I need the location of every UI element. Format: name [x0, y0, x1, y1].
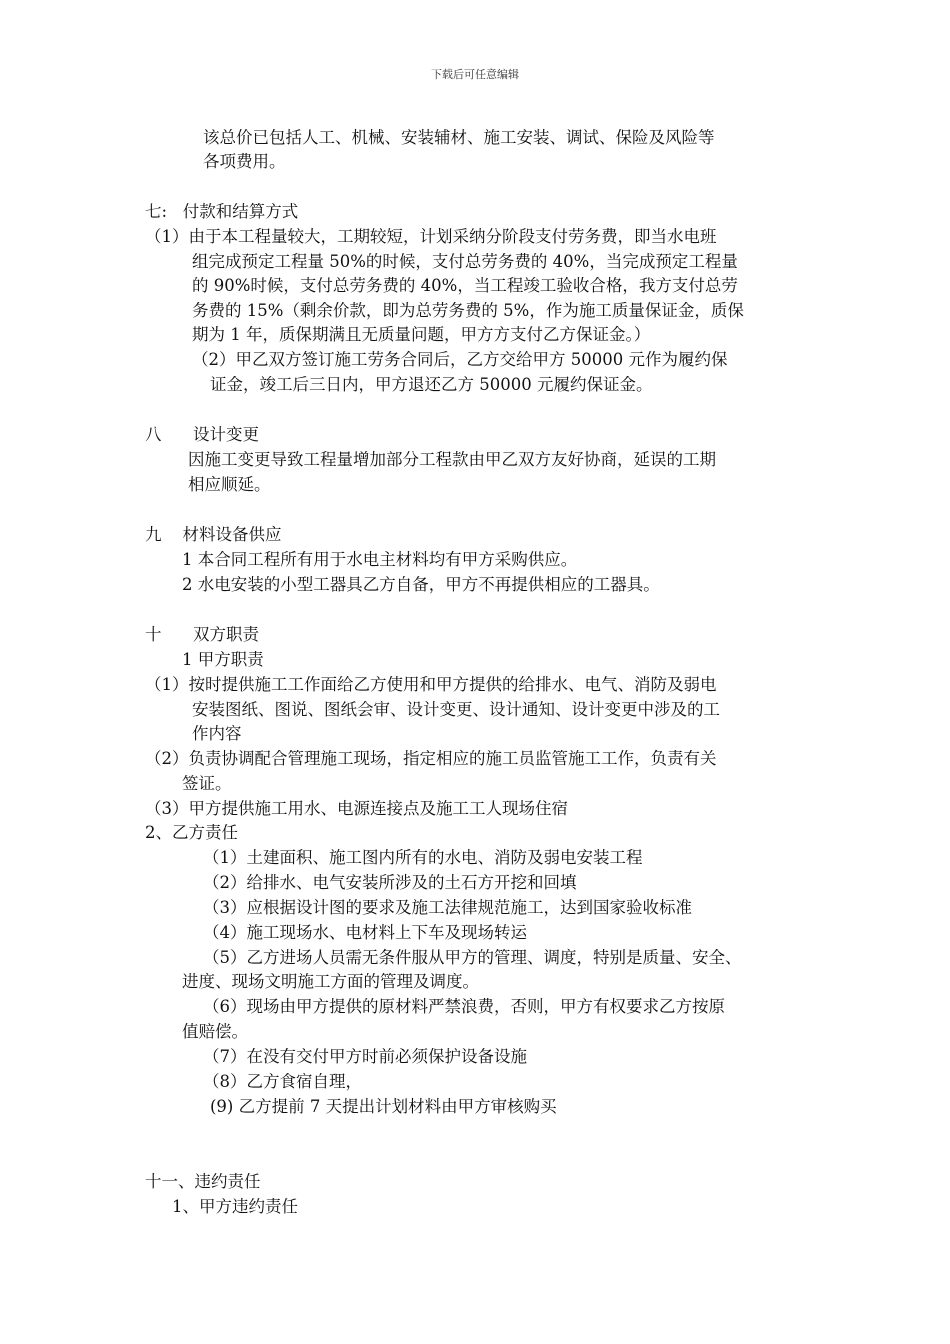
- text-line: （2）给排水、电气安装所涉及的土石方开挖和回填: [203, 873, 577, 892]
- text-line: 安装图纸、图说、图纸会审、设计变更、设计通知、设计变更中涉及的工: [192, 700, 720, 719]
- text-line: （1）按时提供施工工作面给乙方使用和甲方提供的给排水、电气、消防及弱电: [145, 675, 717, 694]
- text-line: （3）甲方提供施工用水、电源连接点及施工工人现场住宿: [145, 799, 568, 818]
- text-line: 组完成预定工程量 50%的时候，支付总劳务费的 40%，当完成预定工程量: [192, 252, 738, 271]
- text-line: 作内容: [192, 724, 242, 743]
- text-line: 2 水电安装的小型工器具乙方自备，甲方不再提供相应的工器具。: [182, 575, 660, 594]
- text-line: 务费的 15%（剩余价款，即为总劳务费的 5%，作为施工质量保证金，质保: [192, 301, 744, 320]
- subsection-heading: 2、乙方责任: [145, 823, 238, 842]
- text-line: 进度、现场文明施工方面的管理及调度。: [182, 972, 479, 991]
- text-line: 相应顺延。: [188, 475, 271, 494]
- text-line: （2）甲乙双方签订施工劳务合同后，乙方交给甲方 50000 元作为履约保: [192, 350, 728, 369]
- text-line: （5）乙方进场人员需无条件服从甲方的管理、调度，特别是质量、安全、: [203, 948, 742, 967]
- subsection-heading: 1、甲方违约责任: [172, 1197, 298, 1216]
- text-line: （8）乙方食宿自理，: [203, 1072, 362, 1091]
- text-line: （7）在没有交付甲方时前必须保护设备设施: [203, 1047, 527, 1066]
- section-heading: 八 设计变更: [145, 425, 259, 444]
- text-line: 证金，竣工后三日内，甲方退还乙方 50000 元履约保证金。: [210, 375, 653, 394]
- page-header: 下载后可任意编辑: [431, 68, 519, 81]
- section-heading: 十 双方职责: [145, 625, 259, 644]
- section-heading: 七: 付款和结算方式: [145, 202, 299, 221]
- text-line: 因施工变更导致工程量增加部分工程款由甲乙双方友好协商，延误的工期: [188, 450, 716, 469]
- text-line: (9) 乙方提前 7 天提出计划材料由甲方审核购买: [210, 1097, 557, 1116]
- text-line: （1）由于本工程量较大，工期较短，计划采纳分阶段支付劳务费，即当水电班: [145, 227, 717, 246]
- text-line: 期为 1 年，质保期满且无质量问题，甲方方支付乙方保证金。）: [192, 325, 651, 344]
- text-line: （2）负责协调配合管理施工现场，指定相应的施工员监管施工工作，负责有关: [145, 749, 717, 768]
- text-line: 该总价已包括人工、机械、安装辅材、施工安装、调试、保险及风险等: [203, 128, 715, 147]
- text-line: （1）土建面积、施工图内所有的水电、消防及弱电安装工程: [203, 848, 643, 867]
- text-line: 1 甲方职责: [182, 650, 264, 669]
- text-line: 1 本合同工程所有用于水电主材料均有甲方采购供应。: [182, 550, 578, 569]
- section-heading: 十一、违约责任: [145, 1172, 261, 1191]
- text-line: 各项费用。: [203, 152, 286, 171]
- text-line: （3）应根据设计图的要求及施工法律规范施工，达到国家验收标准: [203, 898, 692, 917]
- text-line: （6）现场由甲方提供的原材料严禁浪费，否则，甲方有权要求乙方按原: [203, 997, 725, 1016]
- text-line: 签证。: [182, 774, 232, 793]
- text-line: 值赔偿。: [182, 1022, 248, 1041]
- text-line: 的 90%时候，支付总劳务费的 40%，当工程竣工验收合格，我方支付总劳: [192, 276, 738, 295]
- section-heading: 九 材料设备供应: [145, 525, 282, 544]
- text-line: （4）施工现场水、电材料上下车及现场转运: [203, 923, 527, 942]
